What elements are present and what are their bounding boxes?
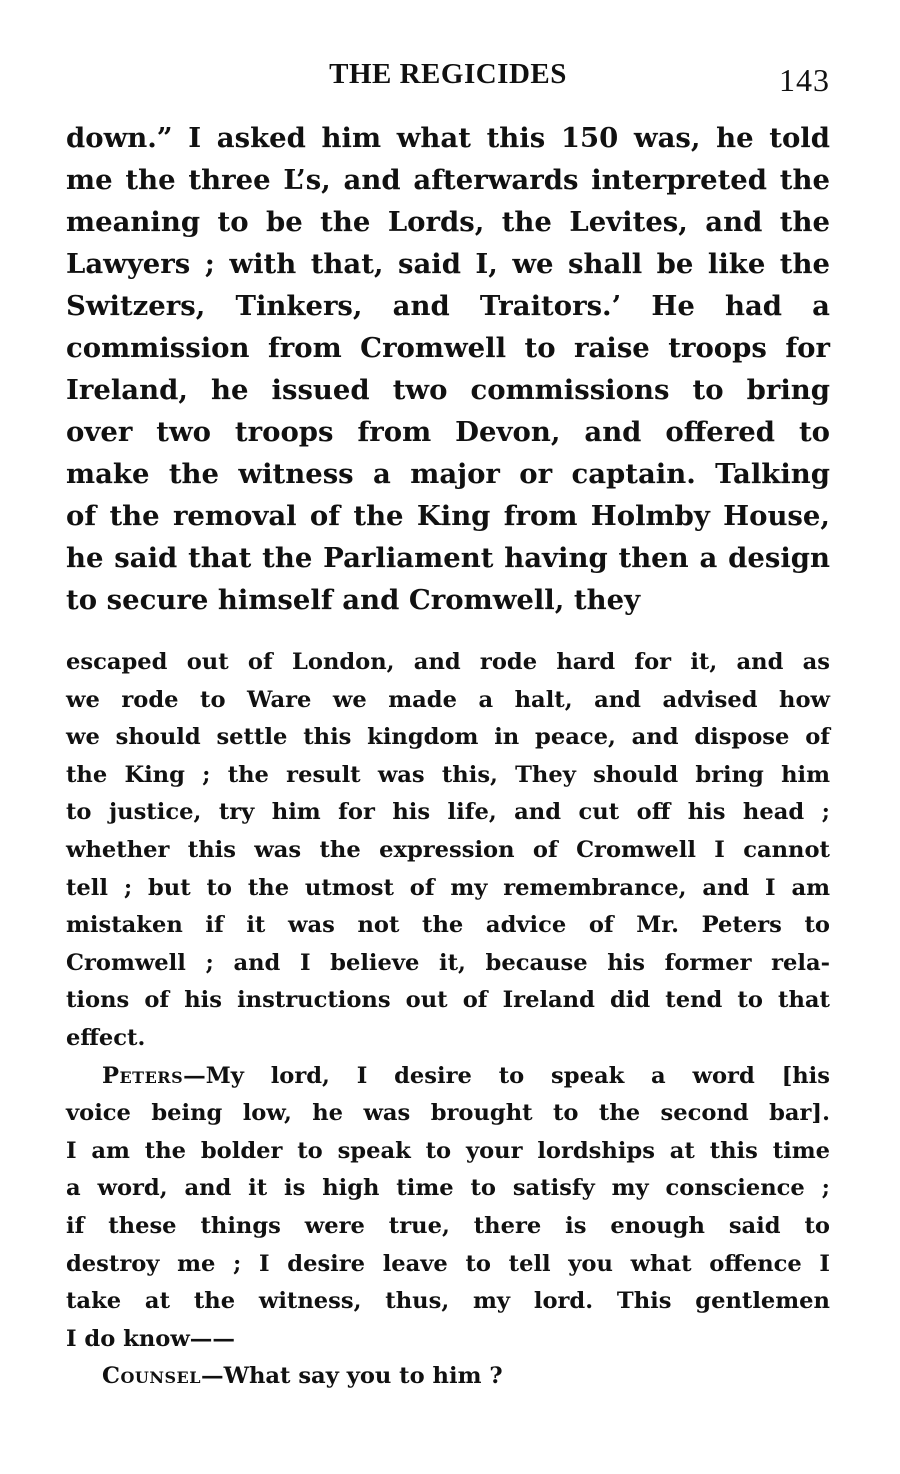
- text-line: Lawyers ; with that, said I, we shall be like the: [66, 248, 830, 280]
- speaker-name: Counsel: [102, 1363, 201, 1390]
- text-line: I do know——: [66, 1325, 235, 1352]
- text-line: down.” I asked him what this 150 was, he told: [66, 122, 830, 154]
- text-line: a word, and it is high time to satisfy my conscience ;: [66, 1175, 830, 1202]
- text-line: commission from Cromwell to raise troops for: [66, 332, 830, 364]
- text-line: Ireland, he issued two commissions to bring: [66, 374, 830, 406]
- speech-text: —My lord, I desire to speak a word [his: [183, 1062, 830, 1089]
- speech-peters: [66, 1058, 830, 1096]
- text-line: we should settle this kingdom in peace, and dispose of: [66, 724, 830, 751]
- text-line: tell ; but to the utmost of my remembrance, and I am: [66, 874, 830, 901]
- running-head: [66, 58, 830, 98]
- text-line: Cromwell ; and I believe it, because his former rela-: [66, 949, 830, 976]
- speech-counsel: [66, 1358, 830, 1396]
- text-line: destroy me ; I desire leave to tell you what offence I: [66, 1250, 830, 1277]
- text-line: mistaken if it was not the advice of Mr. Peters to: [66, 912, 830, 939]
- text-line: whether this was the expression of Cromwell I cannot: [66, 836, 830, 863]
- page-number: 143: [779, 62, 830, 98]
- text-line: me the three L’s, and afterwards interpreted the: [66, 164, 830, 196]
- text-line: take at the witness, thus, my lord. This gentlemen: [66, 1288, 830, 1315]
- text-line: effect.: [66, 1024, 146, 1051]
- text-line: to justice, try him for his life, and cut off his head ;: [66, 799, 830, 826]
- text-line: escaped out of London, and rode hard for it, and as: [66, 649, 830, 675]
- text-line: to secure himself and Cromwell, they: [66, 584, 641, 616]
- speech-text: —What say you to him ?: [201, 1363, 503, 1390]
- running-title: THE REGICIDES: [329, 58, 567, 90]
- text-line: he said that the Parliament having then a design: [66, 542, 830, 574]
- text-line: of the removal of the King from Holmby House,: [66, 500, 830, 532]
- text-line: Switzers, Tinkers, and Traitors.’ He had a: [66, 290, 830, 322]
- large-text-block: [66, 117, 830, 621]
- text-line: meaning to be the Lords, the Levites, and the: [66, 206, 830, 238]
- speaker-name: Peters: [102, 1062, 184, 1089]
- text-line: voice being low, he was brought to the second bar].: [66, 1100, 830, 1127]
- text-line: if these things were true, there is enough said to: [66, 1212, 830, 1239]
- text-line: I am the bolder to speak to your lordships at this time: [66, 1137, 830, 1164]
- text-line: we rode to Ware we made a halt, and advised how: [66, 686, 830, 713]
- text-line: make the witness a major or captain. Talking: [66, 458, 830, 490]
- text-line: the King ; the result was this, They should bring him: [66, 761, 830, 788]
- small-text-block: [66, 644, 830, 1396]
- text-line: tions of his instructions out of Ireland did tend to that: [66, 987, 830, 1014]
- text-line: over two troops from Devon, and offered to: [66, 416, 830, 448]
